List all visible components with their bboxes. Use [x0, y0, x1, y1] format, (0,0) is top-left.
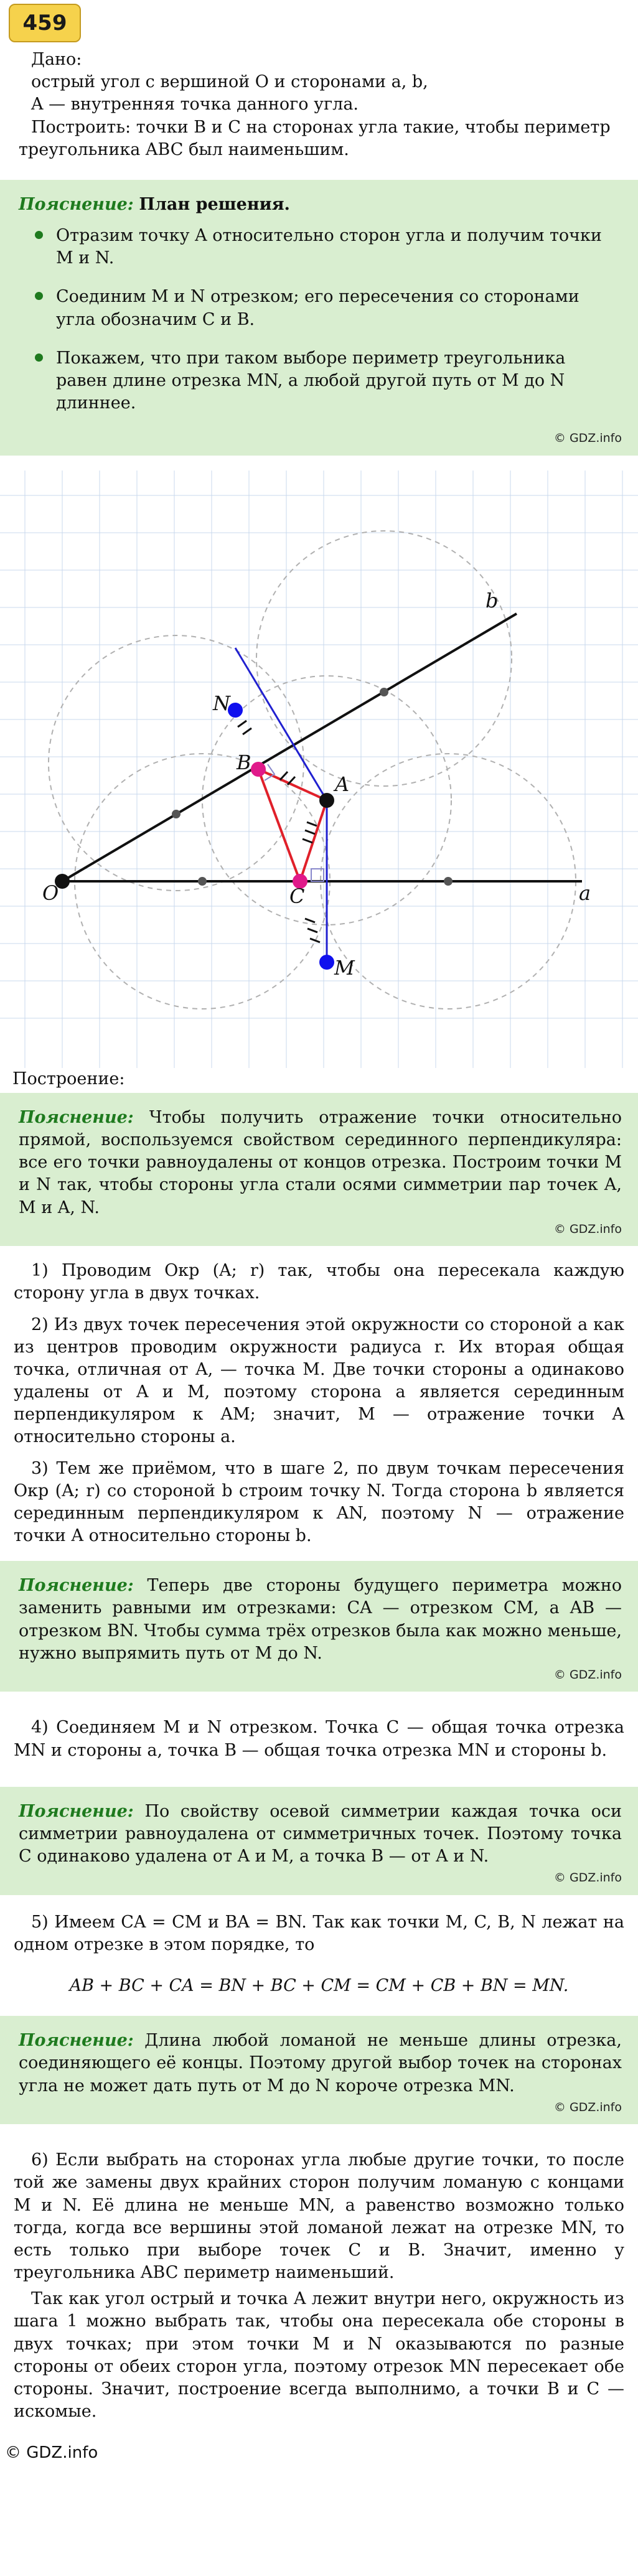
step-text: 5) Имеем CA = CM и BA = BN. Так как точки M, C, B, N лежат на одном отрезке в этом порядке, то: [14, 1912, 624, 1954]
note-credit: © GDZ.info: [553, 2100, 622, 2114]
label-O: O: [42, 881, 59, 905]
plan-note-credit: © GDZ.info: [553, 431, 622, 446]
bullet-icon: [35, 292, 43, 300]
bullet-icon: [35, 231, 43, 239]
point-M: [319, 955, 334, 970]
plan-note-label: Пояснение:: [19, 194, 134, 214]
note-text: Длина любой ломаной не меньше длины отрезка, соединяющего её концы. Поэтому другой выбор точек на сторонах угла не может дать путь от M до N короче отрезка MN.: [19, 2031, 622, 2096]
plan-list: [19, 225, 622, 415]
task-statement: Построить: точки B и C на сторонах угла такие, чтобы периметр треугольника ABC был наименьшим.: [19, 117, 611, 159]
label-b: b: [486, 588, 499, 612]
plan-item-text: Соединим M и N отрезком; его пересечения со сторонами угла обозначим C и B.: [56, 287, 579, 329]
step-text: 4) Соединяем M и N отрезком. Точка C — общая точка отрезка MN и стороны a, точка B — общая точка отрезка MN и стороны b.: [14, 1718, 624, 1760]
plan-item: [35, 286, 622, 330]
step-6: [0, 2124, 638, 2284]
circle-side-b-lower: [49, 635, 304, 891]
note-replace-body: [19, 1575, 622, 1665]
note-symmetry: [0, 1787, 638, 1895]
label-B: B: [237, 750, 251, 774]
step-1: [0, 1246, 638, 1304]
note-label: Пояснение:: [19, 2031, 134, 2051]
given-line-1: острый угол с вершиной O и сторонами a, b,: [31, 72, 428, 92]
step-3: [0, 1449, 638, 1548]
point-A: [319, 793, 334, 808]
plan-note-head: [19, 194, 622, 216]
note-credit: © GDZ.info: [553, 1222, 622, 1236]
plan-note-title: План решения.: [139, 194, 290, 214]
note-credit: © GDZ.info: [553, 1871, 622, 1885]
plan-item: [35, 347, 622, 415]
note-label: Пояснение:: [19, 1107, 134, 1127]
plan-item: [35, 225, 622, 269]
grid: [0, 471, 638, 1068]
note-symmetry-body: [19, 1801, 622, 1868]
point-B: [251, 762, 266, 777]
step-text: 6) Если выбрать на сторонах угла любые другие точки, то после той же замены двух крайних сторон получим ломаную с концами M и N. Её длина не меньше MN, а равенство возможно только тогда, когда все вершины этой ломаной лежат на отрезке MN, то есть только при выборе точек C и B. Значит, именно у треугольника ABC периметр наименьший.: [14, 2150, 624, 2283]
step-text: 2) Из двух точек пересечения этой окружности со стороной a как из центров проводим окружности радиуса r. Их вторая общая точка, отличная от A, — точка M. Две точки стороны a одинаково удалены от A и M, поэтому сторона a является серединным перпендикуляром к AM; значит, M — отражение точки A относительно стороны a.: [14, 1314, 624, 1447]
perimeter-equation: AB + BC + CA = BN + BC + CM = CM + CB + BN = MN.: [69, 1976, 569, 1996]
given-line-2: A — внутренняя точка данного угла.: [31, 95, 359, 115]
plan-item-text: Покажем, что при таком выборе периметр треугольника равен длине отрезка MN, а любой другой путь от M до N длиннее.: [56, 348, 566, 413]
note-text: По свойству осевой симметрии каждая точка оси симметрии равноудалена от симметричных точек. Поэтому точка C одинаково удалена от A и M, а точка B — от A и N.: [19, 1801, 622, 1866]
note-label: Пояснение:: [19, 1576, 134, 1596]
angle-sides: [62, 614, 582, 881]
construction-title: Построение:: [12, 1069, 125, 1089]
given-block: [0, 0, 638, 116]
note-text: Чтобы получить отражение точки относительно прямой, воспользуемся свойством серединного перпендикуляра: все его точки равноудалены от концов отрезка. Построим точки M и N так, чтобы стороны угла стали осями симметрии пар точек A, M и A, N.: [19, 1107, 622, 1217]
step-5: [0, 1895, 638, 1956]
note-polyline: [0, 2016, 638, 2124]
footer-credit: © GDZ.info: [5, 2443, 98, 2463]
plan-note: [0, 180, 638, 456]
note-polyline-body: [19, 2030, 622, 2097]
aux-points: [172, 688, 453, 886]
step-text: 3) Тем же приёмом, что в шаге 2, по двум точкам пересечения Окр (A; r) со стороной b строим точку N. Тогда сторона b является серединным перпендикуляром к AN, поэтому N — отражение точки A относительно стороны b.: [14, 1458, 624, 1546]
plan-item-text: Отразим точку A относительно сторон угла и получим точки M и N.: [56, 226, 602, 268]
note-label: Пояснение:: [19, 1801, 134, 1821]
note-credit: © GDZ.info: [553, 1667, 622, 1682]
given-label: Дано:: [31, 50, 82, 69]
construction-diagram: [0, 471, 638, 1068]
bullet-icon: [35, 354, 43, 362]
step-text: Так как угол острый и точка A лежит внутри него, окружность из шага 1 можно выбрать так, чтобы она пересекала обе стороны в двух точках; при этом точки M и N оказываются по разные стороны от обеих сторон угла, поэтому отрезок MN пересекает обе стороны. Значит, построение всегда выполнимо, а точки B и C — искомые.: [14, 2289, 624, 2422]
note-replace: [0, 1561, 638, 1692]
note-text: Теперь две стороны будущего периметра можно заменить равными им отрезками: CA — отрезком CM, а AB — отрезком BN. Чтобы сумма трёх отрезков была как можно меньше, нужно выпрямить путь от M до N.: [19, 1576, 622, 1663]
label-N: N: [213, 691, 230, 715]
side-b: [62, 614, 517, 881]
label-M: M: [334, 955, 355, 980]
label-A: A: [335, 772, 350, 796]
step-2: [0, 1305, 638, 1449]
label-a: a: [579, 881, 591, 905]
note-reflection: [0, 1093, 638, 1246]
note-reflection-body: [19, 1107, 622, 1219]
construction-figure: [0, 471, 638, 1068]
step-7: [0, 2284, 638, 2466]
step-text: 1) Проводим Окр (A; r) так, чтобы она пересекала каждую сторону угла в двух точках.: [14, 1261, 624, 1303]
label-C: C: [289, 884, 305, 908]
problem-number-badge: 459: [9, 4, 81, 42]
step-4: [0, 1692, 638, 1761]
